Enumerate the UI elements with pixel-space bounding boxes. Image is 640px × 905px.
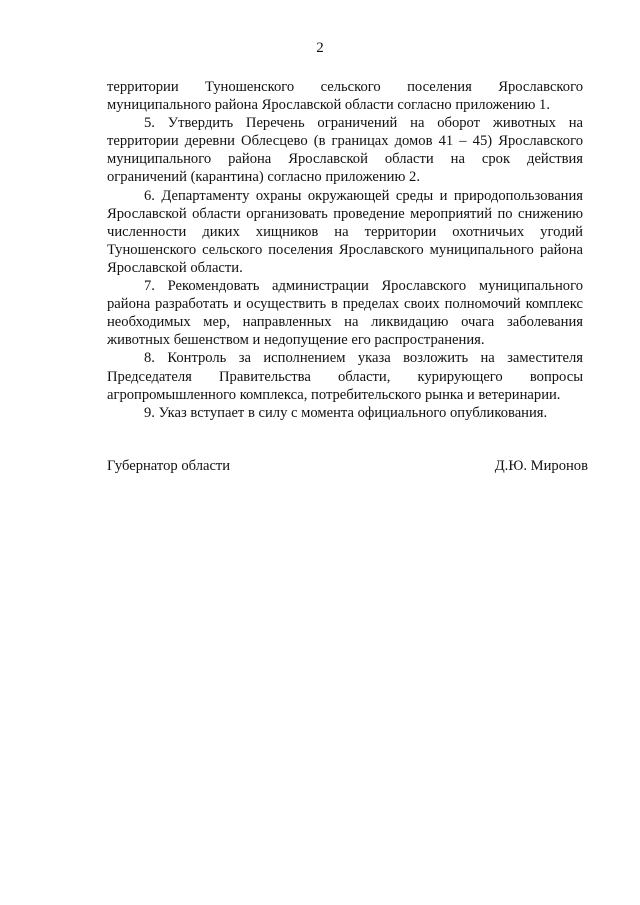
document-body bbox=[107, 78, 583, 422]
paragraph-item-8: 8. Контроль за исполнением указа возложить на заместителя Председателя Правительства области, курирующего вопросы агропромышленного комплекса, потребительского рынка и ветеринарии. bbox=[107, 350, 583, 403]
paragraph-item-9: 9. Указ вступает в силу с момента официального опубликования. bbox=[144, 404, 548, 421]
signer-position: Губернатор области bbox=[107, 458, 231, 474]
signer-name: Д.Ю. Миронов bbox=[494, 458, 588, 474]
page-number: 2 bbox=[316, 40, 324, 56]
paragraph-item-7: 7. Рекомендовать администрации Ярославского муниципального района разработать и осуществить в пределах своих полномочий комплекс необходимых мер, направленных на ликвидацию очага заболевания животных бешенством и недопущение его распространения. bbox=[107, 278, 583, 349]
paragraph-item-5: 5. Утвердить Перечень ограничений на оборот животных на территории деревни Облесцево (в границах домов 41 – 45) Ярославского муниципального района Ярославской области на срок действия ограничений (карантина) согласно приложению 2. bbox=[107, 115, 583, 186]
paragraph-continuation: территории Туношенского сельского поселения Ярославского муниципального района Ярославской области согласно приложению 1. bbox=[107, 79, 583, 114]
paragraph-item-6: 6. Департаменту охраны окружающей среды и природопользования Ярославской области организовать проведение мероприятий по снижению численности диких хищников на территории охотничьих угодий Туношенского сельского поселения Ярославского муниципального района Ярославской области. bbox=[107, 187, 583, 276]
signature-block bbox=[107, 457, 588, 475]
